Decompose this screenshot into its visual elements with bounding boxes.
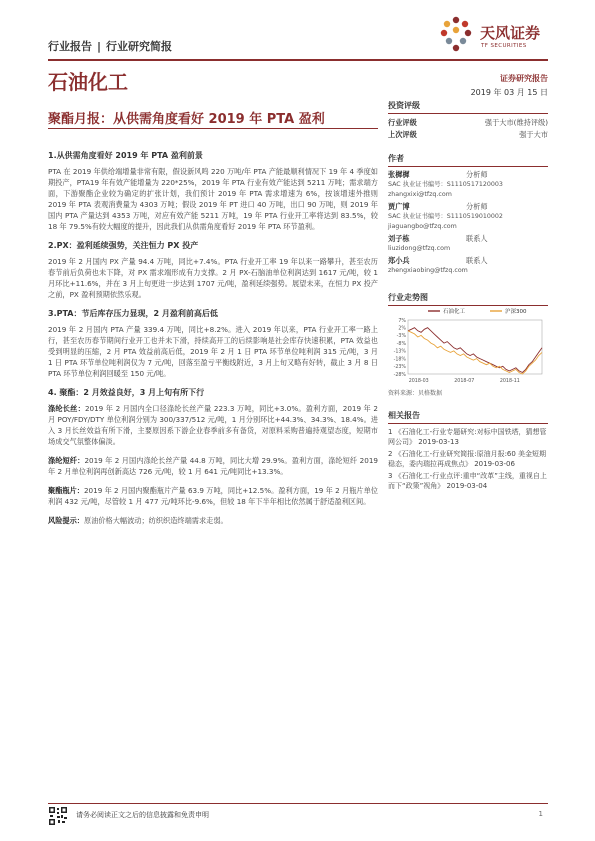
section-paragraph	[48, 166, 378, 232]
related-report-link[interactable]: 1 《石油化工-行业专题研究:对标中国铁塔，猜想管网公司》 2019-03-13	[388, 428, 547, 446]
section-paragraph	[48, 403, 378, 447]
trend-heading: 行业走势图	[388, 292, 548, 306]
report-date: 2019 年 03 月 15 日	[470, 88, 548, 97]
paragraph-text: 原油价格大幅波动；纺织织造终端需求走弱。	[83, 516, 228, 525]
page-number: 1	[538, 810, 543, 818]
header-separator: |	[97, 40, 102, 53]
authors-panel	[388, 154, 548, 276]
author-role: 联系人	[466, 234, 488, 243]
author-email[interactable]: jiaguangbo@tfzq.com	[388, 223, 457, 230]
author-entry	[388, 202, 548, 232]
author-email[interactable]: zhangxixi@tfzq.com	[388, 191, 452, 198]
author-cert: SAC 执业证书编号：S1110519010002	[388, 213, 503, 220]
section-2	[48, 240, 378, 300]
y-tick-label: -13%	[393, 349, 406, 355]
footer-divider	[48, 803, 548, 804]
section-paragraph	[48, 515, 378, 526]
y-tick-label: -28%	[393, 372, 406, 378]
section-heading: 3.PTA：节后库存压力显现，2 月盈利前高后低	[48, 309, 218, 318]
industry-name: 石油化工	[48, 70, 128, 94]
author-entry	[388, 234, 548, 254]
related-panel	[388, 410, 548, 493]
paragraph-text: 2019 年 2 月国内涤纶长丝产量 44.8 万吨，同比大增 29.9%。盈利方面，涤纶短纤 2019 年 2 月单位利润再创新高达 726 元/吨，较 1 月 641 元/吨同比+13.3%。	[48, 456, 378, 476]
logo-name-en: TF SECURITIES	[481, 43, 527, 49]
section-3	[48, 308, 378, 379]
x-tick-label: 2018-03	[408, 379, 429, 384]
rating-value: 强于大市(维持评级)	[484, 118, 548, 127]
section-4	[48, 387, 378, 526]
author-role: 联系人	[466, 256, 488, 265]
author-role: 分析师	[466, 202, 488, 211]
header-subcategory: 行业研究简报	[106, 40, 173, 53]
author-name: 郑小兵	[388, 256, 410, 265]
section-heading: 4. 聚酯：2 月效益良好，3 月上旬有所下行	[48, 388, 205, 397]
trend-chart	[388, 306, 548, 384]
y-tick-label: 7%	[398, 318, 406, 324]
rating-value: 强于大市	[519, 130, 548, 139]
series-line	[408, 328, 542, 373]
logo-mark-icon	[436, 14, 476, 54]
paragraph-lead: 聚酯瓶片：	[48, 486, 84, 495]
author-entry	[388, 256, 548, 276]
rating-panel	[388, 100, 548, 141]
section-paragraph	[48, 256, 378, 300]
rating-row	[388, 129, 548, 141]
header-category: 行业报告	[48, 40, 92, 53]
author-entry	[388, 170, 548, 200]
header-divider	[48, 59, 548, 61]
section-heading: 2.PX：盈利延续强势，关注恒力 PX 投产	[48, 241, 199, 250]
related-heading: 相关报告	[388, 410, 548, 424]
rating-key: 上次评级	[388, 130, 417, 139]
author-email[interactable]: liuzidong@tfzq.com	[388, 245, 451, 252]
rating-row	[388, 117, 548, 129]
paragraph-lead: 涤纶长丝：	[48, 404, 85, 413]
qr-code-icon	[48, 806, 68, 826]
report-title: 聚酯月报：从供需角度看好 2019 年 PTA 盈利	[48, 112, 325, 127]
series-line	[408, 331, 542, 374]
authors-heading: 作者	[388, 154, 548, 167]
y-tick-label: -3%	[396, 334, 406, 340]
author-name: 张樨樨	[388, 170, 410, 179]
main-content	[48, 150, 378, 534]
report-type: 证券研究报告	[500, 74, 548, 83]
y-tick-label: 2%	[398, 326, 406, 332]
paragraph-text: 2019 年 2 月国内 PX 产量 94.4 万吨，同比+7.4%。PTA 行业开工率 19 年以来一路攀升，甚至农历春节前后负荷也未下降，对 PX 需求端形成有力支撑。2 月 PX-石脑油单位利润达到 1617 元/吨，较 1 月环比+11.6%，并在 3 月上旬更进一步达到 1707 元/吨，盈利延续强势。展望未来，在恒力 PX 投产之前，PX 盈利预期依然乐观。	[48, 257, 378, 299]
trend-chart-svg	[388, 306, 548, 384]
author-name: 刘子栋	[388, 234, 410, 243]
y-tick-label: -23%	[393, 365, 406, 371]
author-name: 贾广博	[388, 202, 410, 211]
y-tick-label: -8%	[396, 341, 406, 347]
tf-securities-logo	[436, 14, 554, 58]
legend-label: 石油化工	[443, 309, 466, 315]
related-report-link[interactable]: 3 《石油化工-行业点评:重申“改革”主线，重视自上而下“政策”视角》 2019-03-04	[388, 472, 547, 490]
logo-name-cn: 天风证券	[480, 24, 541, 42]
x-tick-label: 2018-11	[499, 379, 520, 384]
paragraph-text: 2019 年 2 月国内全口径涤纶长丝产量 223.3 万吨，同比+3.0%。盈利方面，2019 年 2 月 POY/FDY/DTY 单位利润分别为 300/337/512 元/吨，1 月分别环比+44.3%、34.3%、18.4%。进入 3 月长丝效益有所下滑，主要原因系下游企业春季前多有备货，对原料采购普遍持观望态度，短期市场成交气氛整体偏淡。	[48, 404, 378, 446]
section-paragraph	[48, 324, 378, 379]
footer-disclaimer: 请务必阅读正文之后的信息披露和免责申明	[76, 811, 209, 819]
section-heading: 1.从供需角度看好 2019 年 PTA 盈利前景	[48, 151, 203, 160]
paragraph-text: 2019 年 2 月国内 PTA 产量 339.4 万吨，同比+8.2%。进入 2019 年以来，PTA 行业开工率一路上行，甚至农历春节期间行业开工也并未下滑，持续高开工的后续影响是社会库存快速积累，PTA 效益也受到明显的压缩，2 月 PTA 效益前高后低，2019 年 2 月 1 日 PTA 环节单位吨利润 315 元/吨，3 月 1 日 PTA 环节单位吨利润仅为 7 元/吨，回落至盈亏平衡线附近，3 月上旬又略有好转，截止 3 月 8 日 PTA 环节单位利润回暖至 150 元/吨。	[48, 325, 378, 378]
x-tick-label: 2018-07	[454, 379, 475, 384]
rating-key: 行业评级	[388, 118, 417, 127]
chart-source: 资料来源：贝格数据	[388, 390, 443, 397]
section-1	[48, 150, 378, 232]
rating-heading: 投资评级	[388, 100, 548, 114]
y-tick-label: -18%	[393, 357, 406, 363]
report-header	[48, 38, 172, 54]
section-paragraph	[48, 455, 378, 477]
author-role: 分析师	[466, 170, 488, 179]
paragraph-lead: 涤纶短纤：	[48, 456, 85, 465]
paragraph-text: 2019 年 2 月国内聚酯瓶片产量 63.9 万吨，同比+12.5%。盈利方面，19 年 2 月瓶片单位利润 432 元/吨，尽管较 1 月 477 元/吨环比-9.6%，但较 18 年下半年相比依然属于舒适盈利区间。	[48, 486, 378, 506]
legend-label: 沪深300	[505, 309, 527, 315]
section-paragraph	[48, 485, 378, 507]
paragraph-text: PTA 在 2019 年供给端增量非常有限，假设新风鸣 220 万吨/年 PTA 产能最顺利情况下 19 年 4 季度如期投产，PTA19 年有效产能增量为 220*25%，2019 年 PTA 行业有效产能达到 5211 万吨；需求端方面，下游聚酯企业较为确定的扩张计划，我们预计 2019 年 PTA 需求增速为 6%，按该增速外推则 2019 年 PTA 表观消费量为 4303 万吨；假设 2019 年 PT 进口 40 万吨，出口 90 万吨，则 2019 年国内 PTA 产量达到 4353 万吨，对应有效产能 5211 万吨，19 年 PTA 行业开工率将达到 83.5%，较 18 年 79.5%有较大幅度的提升，因此我们从供需角度看好 2019 年 PTA 环节盈利。	[48, 167, 378, 231]
paragraph-lead: 风险提示：	[48, 516, 84, 525]
title-divider	[48, 128, 378, 129]
related-report-link[interactable]: 2 《石油化工-行业研究简报:原油月报:60 美金短期稳态，委内瑞拉再成焦点》 2019-03-06	[388, 450, 547, 468]
author-email[interactable]: zhengxiaobing@tfzq.com	[388, 267, 468, 274]
author-cert: SAC 执业证书编号：S1110517120003	[388, 181, 503, 188]
